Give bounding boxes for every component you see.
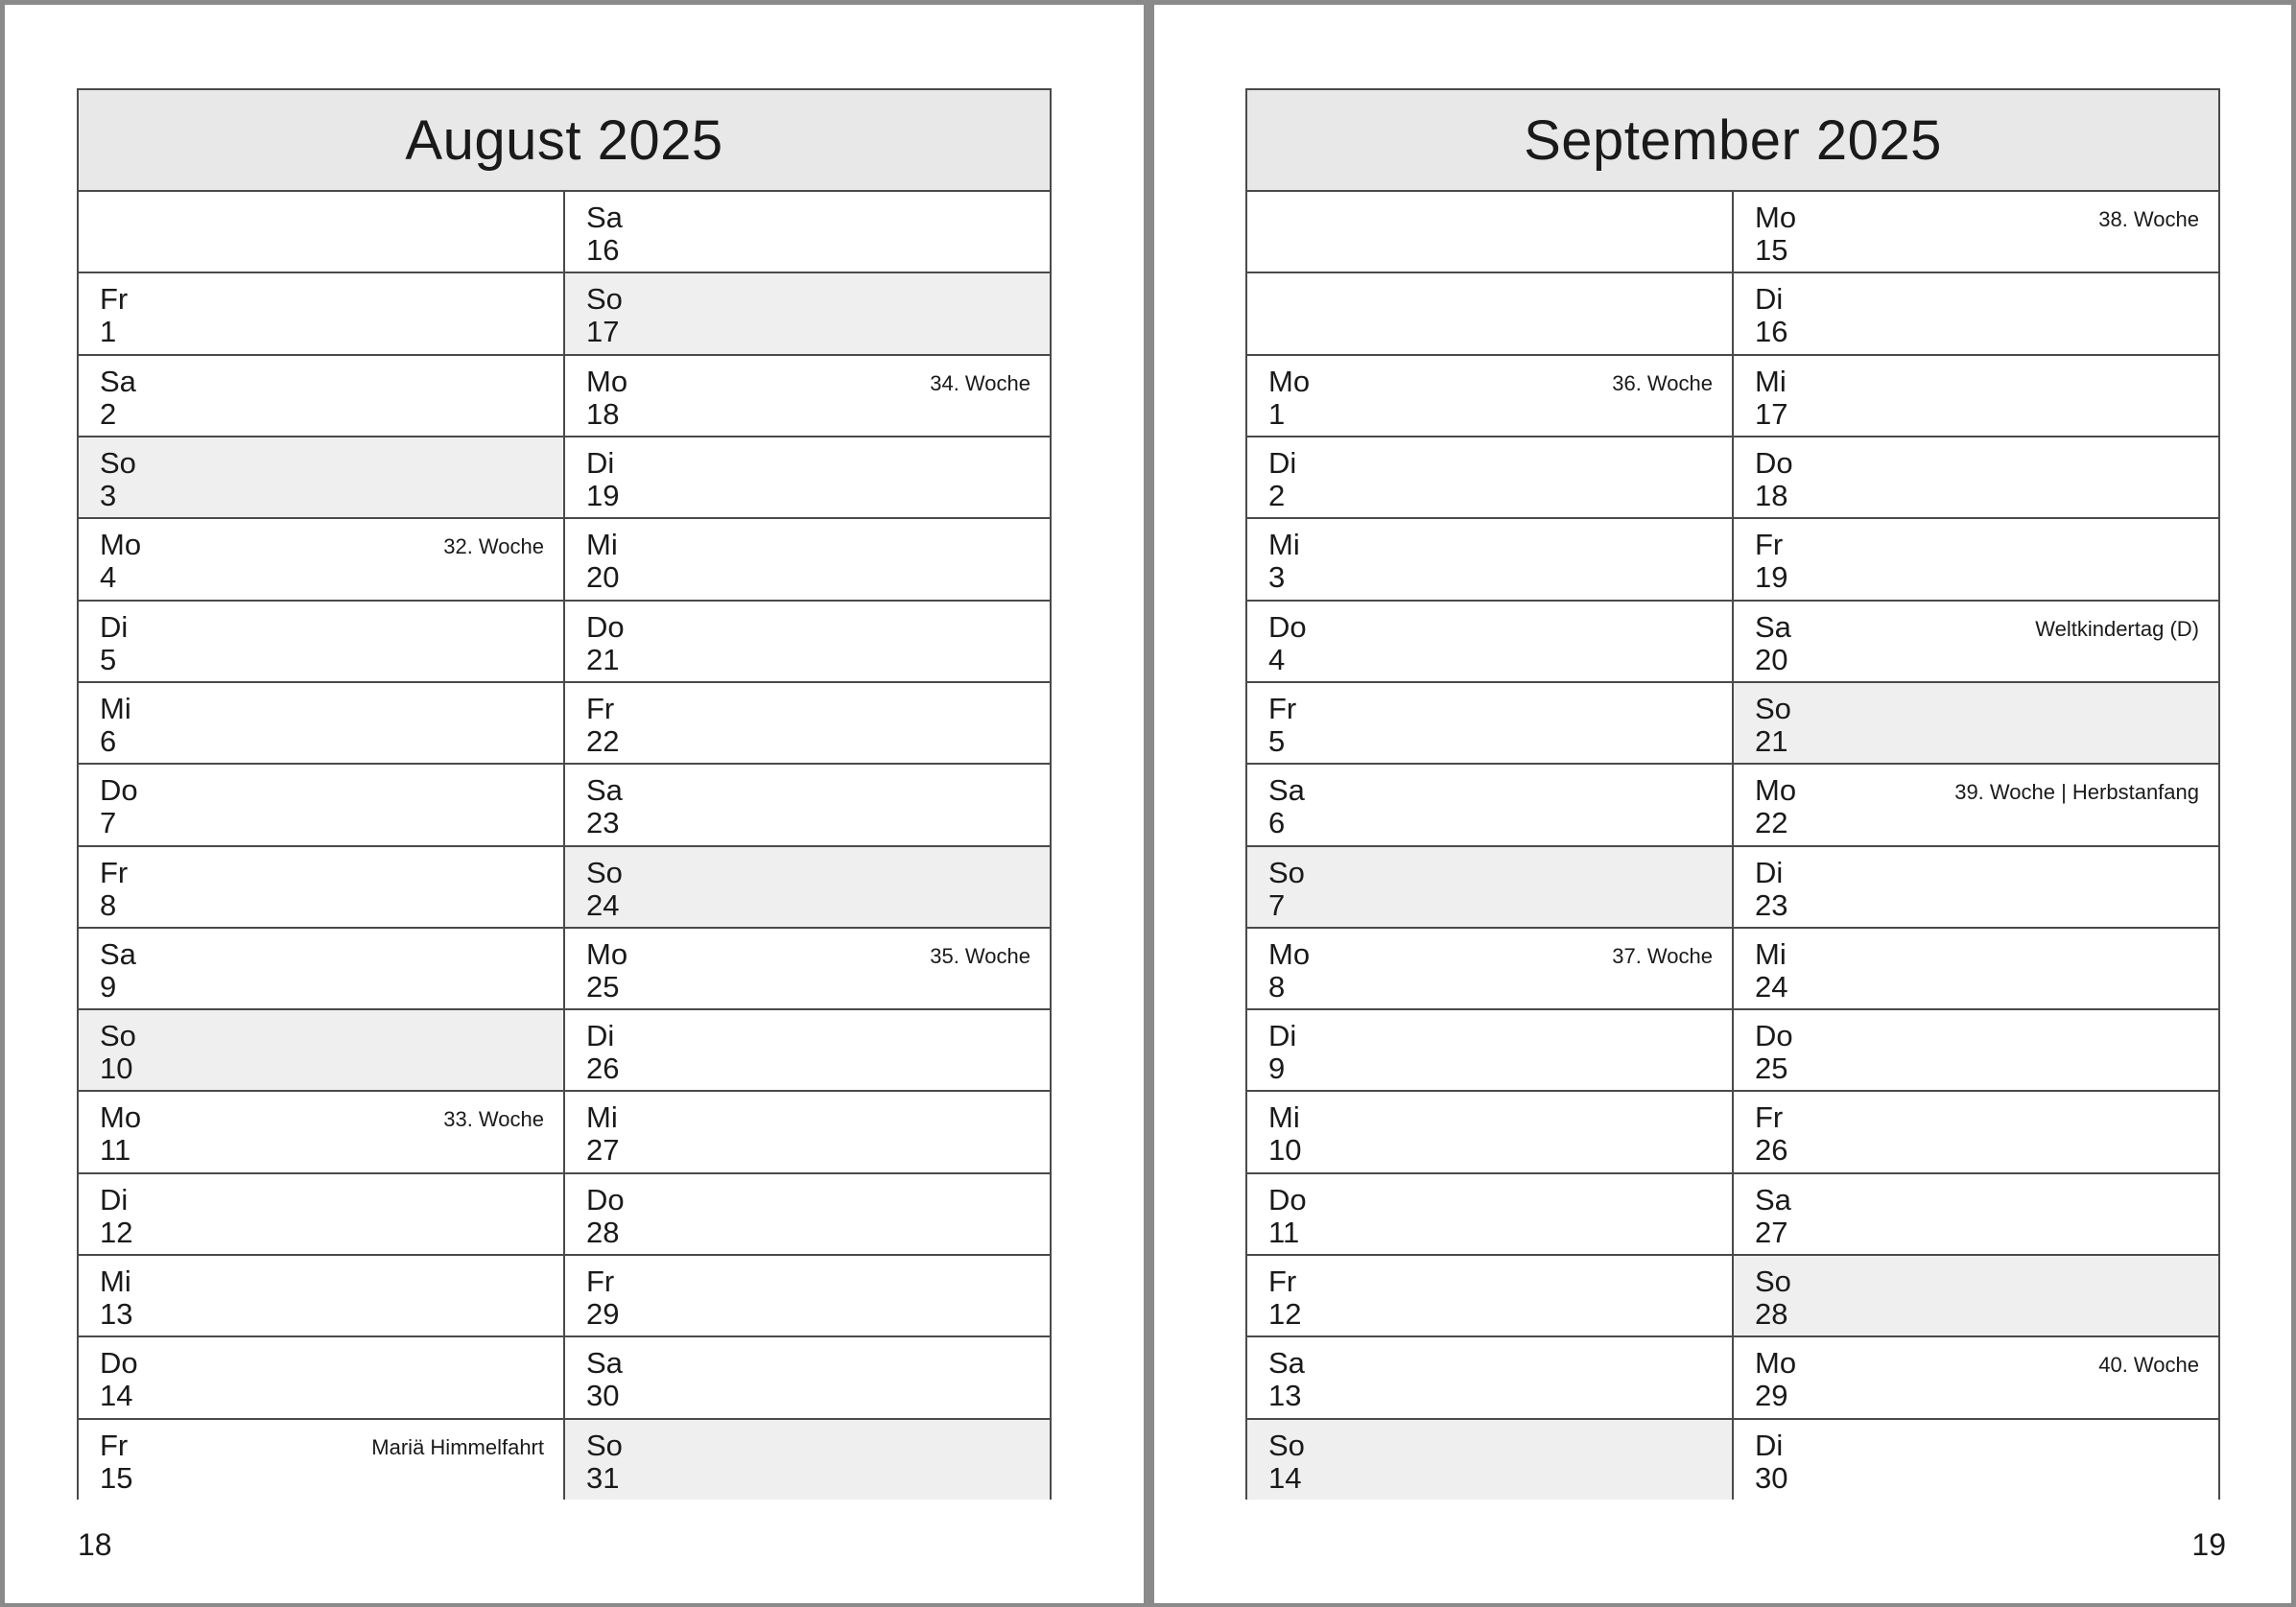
day-cell[interactable] — [79, 273, 563, 355]
weekday-label: Fr — [1268, 691, 1297, 725]
date-number: 20 — [586, 560, 620, 595]
day-cell[interactable] — [1734, 1256, 2218, 1337]
day-cell[interactable] — [1247, 1420, 1732, 1500]
date-number: 17 — [586, 315, 620, 349]
weekday-label: So — [1268, 1428, 1305, 1462]
day-column-second — [1734, 192, 2218, 1500]
date-number: 28 — [586, 1215, 620, 1249]
day-note: Weltkindertag (D) — [2035, 616, 2199, 641]
weekday-label: So — [1268, 855, 1305, 889]
day-note: 37. Woche — [1612, 943, 1713, 968]
weekday-label: Di — [100, 1182, 129, 1217]
date-number: 10 — [1268, 1133, 1302, 1168]
day-cell[interactable] — [565, 765, 1050, 846]
weekday-label: Sa — [1268, 1346, 1305, 1381]
date-number: 17 — [1755, 396, 1788, 431]
day-cell[interactable] — [79, 437, 563, 519]
day-note: 34. Woche — [930, 370, 1030, 395]
date-number: 18 — [586, 396, 620, 431]
day-cell[interactable] — [1734, 273, 2218, 355]
date-number: 29 — [586, 1297, 620, 1332]
left-page — [5, 5, 1144, 1603]
date-number: 18 — [1755, 478, 1788, 512]
weekday-label: Fr — [100, 282, 129, 317]
weekday-label: Di — [1268, 1019, 1297, 1053]
weekday-label: Fr — [586, 691, 615, 725]
weekday-label: Mo — [586, 936, 628, 971]
day-cell[interactable] — [1734, 1010, 2218, 1092]
day-cell[interactable] — [1734, 1092, 2218, 1173]
date-number: 5 — [1268, 723, 1286, 758]
weekday-label: Do — [586, 609, 625, 644]
date-number: 22 — [586, 723, 620, 758]
day-cell[interactable] — [1247, 519, 1732, 601]
day-cell[interactable] — [1247, 437, 1732, 519]
weekday-label: Mo — [100, 1100, 142, 1135]
page-number: 18 — [78, 1527, 112, 1562]
date-number: 30 — [586, 1379, 620, 1413]
day-cell[interactable] — [565, 192, 1050, 273]
weekday-label: Fr — [1268, 1264, 1297, 1299]
weekday-label: Sa — [586, 201, 623, 234]
day-cell[interactable] — [565, 437, 1050, 519]
day-cell[interactable] — [79, 1420, 563, 1500]
day-cell[interactable] — [1734, 1174, 2218, 1256]
day-cell[interactable] — [79, 683, 563, 765]
day-cell[interactable] — [565, 1092, 1050, 1173]
weekday-label: Fr — [100, 1428, 129, 1462]
date-number: 15 — [1755, 233, 1788, 267]
date-number: 1 — [1268, 396, 1286, 431]
day-cell[interactable] — [1247, 192, 1732, 273]
date-number: 22 — [1755, 806, 1788, 840]
day-cell[interactable] — [565, 1256, 1050, 1337]
day-cell[interactable] — [1734, 847, 2218, 929]
day-cell[interactable] — [1247, 929, 1732, 1010]
date-number: 6 — [100, 723, 117, 758]
date-number: 27 — [586, 1133, 620, 1168]
day-note: 38. Woche — [2098, 207, 2199, 231]
day-cell[interactable] — [1734, 765, 2218, 846]
day-cell[interactable] — [1734, 519, 2218, 601]
weekday-label: Mo — [586, 364, 628, 398]
weekday-label: So — [586, 855, 623, 889]
day-cell[interactable] — [565, 273, 1050, 355]
day-cell[interactable] — [565, 847, 1050, 929]
weekday-label: Mi — [1268, 1100, 1300, 1135]
weekday-label: Di — [1755, 282, 1784, 317]
day-cell[interactable] — [79, 929, 563, 1010]
right-page — [1154, 5, 2291, 1603]
weekday-label: Mi — [1268, 528, 1300, 562]
date-number: 29 — [1755, 1379, 1788, 1413]
weekday-label: So — [100, 1019, 136, 1053]
day-cell[interactable] — [79, 765, 563, 846]
weekday-label: Sa — [1755, 609, 1791, 644]
weekday-label: Mo — [1268, 936, 1311, 971]
day-cell[interactable] — [79, 847, 563, 929]
day-cell[interactable] — [1734, 437, 2218, 519]
weekday-label: Sa — [1755, 1182, 1791, 1217]
weekday-label: Fr — [586, 1264, 615, 1299]
date-number: 27 — [1755, 1215, 1788, 1249]
day-cell[interactable] — [565, 1337, 1050, 1419]
day-note: 36. Woche — [1612, 370, 1713, 395]
day-cell[interactable] — [1247, 683, 1732, 765]
day-cell[interactable] — [79, 356, 563, 437]
day-grid — [1247, 192, 2218, 1500]
weekday-label: Do — [1268, 609, 1307, 644]
date-number: 16 — [1755, 315, 1788, 349]
date-number: 6 — [1268, 806, 1286, 840]
date-number: 16 — [586, 233, 620, 267]
day-cell[interactable] — [1247, 847, 1732, 929]
weekday-label: Sa — [1268, 773, 1305, 808]
weekday-label: Mi — [100, 1264, 131, 1299]
weekday-label: Mi — [100, 691, 131, 725]
weekday-label: Mi — [586, 528, 618, 562]
day-note: 39. Woche | Herbstanfang — [1954, 780, 2199, 805]
date-number: 2 — [100, 396, 117, 431]
calendar-september — [1245, 88, 2220, 1500]
weekday-label: Mo — [1755, 1346, 1797, 1381]
day-cell[interactable] — [1247, 1337, 1732, 1419]
day-cell[interactable] — [79, 1174, 563, 1256]
day-cell[interactable] — [1734, 1420, 2218, 1500]
date-number: 20 — [1755, 642, 1788, 676]
weekday-label: Do — [100, 773, 138, 808]
day-cell[interactable] — [1247, 273, 1732, 355]
weekday-label: Do — [1268, 1182, 1307, 1217]
date-number: 3 — [1268, 560, 1286, 595]
day-cell[interactable] — [565, 602, 1050, 683]
weekday-label: Sa — [586, 773, 623, 808]
weekday-label: Mo — [1755, 773, 1797, 808]
day-cell[interactable] — [565, 356, 1050, 437]
date-number: 5 — [100, 642, 117, 676]
date-number: 4 — [1268, 642, 1286, 676]
day-cell[interactable] — [79, 1092, 563, 1173]
day-column-first — [79, 192, 565, 1500]
day-cell[interactable] — [565, 929, 1050, 1010]
day-note: 32. Woche — [443, 534, 544, 559]
month-title: August 2025 — [79, 90, 1050, 192]
date-number: 4 — [100, 560, 117, 595]
weekday-label: Di — [1755, 855, 1784, 889]
weekday-label: Do — [100, 1346, 138, 1381]
day-cell[interactable] — [79, 1337, 563, 1419]
date-number: 26 — [586, 1052, 620, 1086]
date-number: 11 — [100, 1133, 131, 1168]
date-number: 2 — [1268, 478, 1286, 512]
weekday-label: Mi — [1755, 936, 1787, 971]
weekday-label: Mi — [1755, 364, 1787, 398]
day-cell[interactable] — [79, 192, 563, 273]
day-cell[interactable] — [1247, 602, 1732, 683]
weekday-label: So — [586, 282, 623, 317]
weekday-label: Do — [1755, 445, 1793, 480]
date-number: 31 — [586, 1460, 620, 1495]
weekday-label: Sa — [586, 1346, 623, 1381]
day-note: 35. Woche — [930, 943, 1030, 968]
weekday-label: Sa — [100, 936, 136, 971]
date-number: 9 — [1268, 1052, 1286, 1086]
weekday-label: So — [1755, 1264, 1791, 1299]
day-column-first — [1247, 192, 1734, 1500]
weekday-label: Fr — [1755, 1100, 1784, 1135]
weekday-label: Sa — [100, 364, 136, 398]
date-number: 30 — [1755, 1460, 1788, 1495]
day-cell[interactable] — [1734, 1337, 2218, 1419]
day-cell[interactable] — [565, 1010, 1050, 1092]
day-note: Mariä Himmelfahrt — [371, 1434, 544, 1459]
weekday-label: Mo — [100, 528, 142, 562]
day-cell[interactable] — [1734, 192, 2218, 273]
weekday-label: Fr — [100, 855, 129, 889]
date-number: 1 — [100, 315, 117, 349]
date-number: 7 — [100, 806, 117, 840]
day-cell[interactable] — [1734, 356, 2218, 437]
weekday-label: So — [1755, 691, 1791, 725]
weekday-label: Di — [1755, 1428, 1784, 1462]
weekday-label: Fr — [1755, 528, 1784, 562]
day-note: 40. Woche — [2098, 1353, 2199, 1378]
weekday-label: Di — [100, 609, 129, 644]
date-number: 8 — [1268, 969, 1286, 1004]
date-number: 10 — [100, 1052, 133, 1086]
date-number: 3 — [100, 478, 117, 512]
date-number: 8 — [100, 887, 117, 922]
day-cell[interactable] — [1247, 1010, 1732, 1092]
date-number: 13 — [100, 1297, 133, 1332]
weekday-label: Mo — [1755, 201, 1797, 234]
date-number: 19 — [1755, 560, 1788, 595]
day-cell[interactable] — [1734, 683, 2218, 765]
weekday-label: Do — [586, 1182, 625, 1217]
day-cell[interactable] — [1247, 1256, 1732, 1337]
date-number: 24 — [586, 887, 620, 922]
date-number: 23 — [586, 806, 620, 840]
day-cell[interactable] — [1734, 929, 2218, 1010]
date-number: 12 — [1268, 1297, 1302, 1332]
date-number: 24 — [1755, 969, 1788, 1004]
weekday-label: Do — [1755, 1019, 1793, 1053]
date-number: 25 — [1755, 1052, 1788, 1086]
day-cell[interactable] — [565, 1420, 1050, 1500]
weekday-label: Mo — [1268, 364, 1311, 398]
weekday-label: Mi — [586, 1100, 618, 1135]
date-number: 21 — [586, 642, 620, 676]
date-number: 25 — [586, 969, 620, 1004]
day-cell[interactable] — [79, 1010, 563, 1092]
day-column-second — [565, 192, 1050, 1500]
page-number: 19 — [2191, 1527, 2226, 1562]
day-cell[interactable] — [79, 602, 563, 683]
date-number: 23 — [1755, 887, 1788, 922]
weekday-label: So — [586, 1428, 623, 1462]
weekday-label: Di — [586, 1019, 615, 1053]
date-number: 15 — [100, 1460, 133, 1495]
date-number: 9 — [100, 969, 117, 1004]
weekday-label: So — [100, 445, 136, 480]
weekday-label: Di — [586, 445, 615, 480]
date-number: 12 — [100, 1215, 133, 1249]
day-note: 33. Woche — [443, 1107, 544, 1132]
day-cell[interactable] — [1247, 1174, 1732, 1256]
date-number: 14 — [1268, 1460, 1302, 1495]
month-title: September 2025 — [1247, 90, 2218, 192]
day-cell[interactable] — [565, 519, 1050, 601]
date-number: 14 — [100, 1379, 133, 1413]
date-number: 13 — [1268, 1379, 1302, 1413]
date-number: 7 — [1268, 887, 1286, 922]
date-number: 26 — [1755, 1133, 1788, 1168]
day-cell[interactable] — [1734, 602, 2218, 683]
day-cell[interactable] — [1247, 765, 1732, 846]
day-cell[interactable] — [79, 1256, 563, 1337]
day-cell[interactable] — [1247, 356, 1732, 437]
day-cell[interactable] — [1247, 1092, 1732, 1173]
weekday-label: Di — [1268, 445, 1297, 480]
date-number: 28 — [1755, 1297, 1788, 1332]
day-cell[interactable] — [565, 683, 1050, 765]
date-number: 21 — [1755, 723, 1788, 758]
date-number: 19 — [586, 478, 620, 512]
day-cell[interactable] — [79, 519, 563, 601]
day-cell[interactable] — [565, 1174, 1050, 1256]
date-number: 11 — [1268, 1215, 1300, 1249]
calendar-august — [77, 88, 1052, 1500]
day-grid — [79, 192, 1050, 1500]
